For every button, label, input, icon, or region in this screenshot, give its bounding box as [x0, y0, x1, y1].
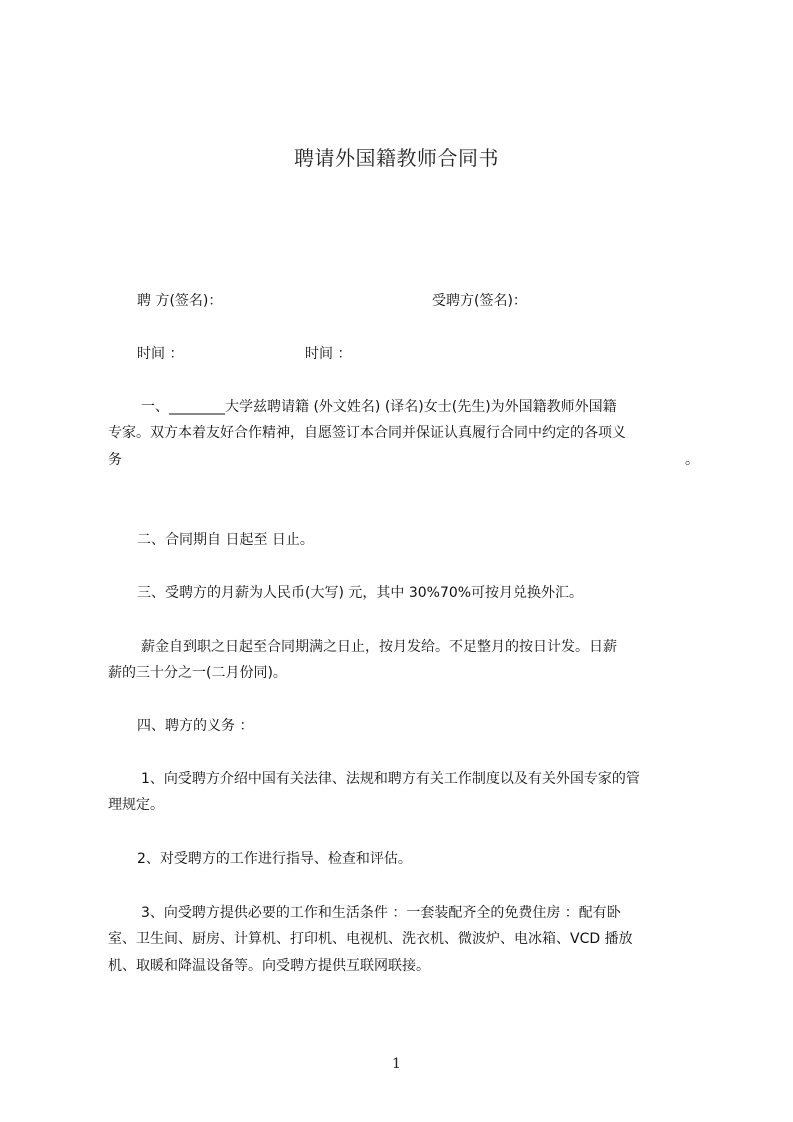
clause-2: 二、合同期自 日起至 日止。	[137, 532, 314, 548]
salary-note-line-1: 薪金自到职之日起至合同期满之日止，按月发给。不足整月的按日计发。日薪	[141, 639, 617, 655]
clause-1-line-3: 务	[108, 452, 122, 468]
document-title: 聘请外国籍教师合同书	[294, 146, 499, 170]
obligation-3-line-2: 室、卫生间、厨房、计算机、打印机、电视机、洗衣机、微波炉、电冰箱、VCD 播放	[108, 931, 633, 947]
obligation-3-line-1: 3、向受聘方提供必要的工作和生活条件 ：一套装配齐全的免费住房 ：配有卧	[141, 905, 621, 921]
obligation-3-line-3: 机、取暖和降温设备等。向受聘方提供互联网联接。	[108, 958, 430, 974]
clause-1-line-2: 专家。双方本着友好合作精神，自愿签订本合同并保证认真履行合同中约定的各项义	[108, 425, 626, 441]
employer-signature-label: 聘 方(签名)：	[137, 293, 223, 309]
employer-time-label: 时间 ：	[137, 346, 184, 362]
clause-4-heading: 四、聘方的义务 ：	[137, 718, 254, 734]
clause-3: 三、受聘方的月薪为人民币(大写) 元，其中 30%70%可按月兑换外汇。	[137, 585, 584, 601]
clause-1-line-1: 一、________大学兹聘请籍 (外文姓名) (译名)女士(先生)为外国籍教师外国籍	[141, 399, 617, 415]
obligation-1-line-2: 理规定。	[108, 797, 164, 813]
obligation-2: 2、对受聘方的工作进行指导、检查和评估。	[137, 851, 412, 867]
page-number: 1	[392, 1056, 401, 1072]
clause-1-line-3-end: 。	[685, 452, 699, 468]
employee-time-label: 时间 ：	[305, 346, 352, 362]
employee-signature-label: 受聘方(签名)：	[432, 293, 527, 309]
obligation-1-line-1: 1、向受聘方介绍中国有关法律、法规和聘方有关工作制度以及有关外国专家的管	[141, 771, 640, 787]
salary-note-line-2: 薪的三十分之一(二月份同)。	[108, 665, 287, 681]
